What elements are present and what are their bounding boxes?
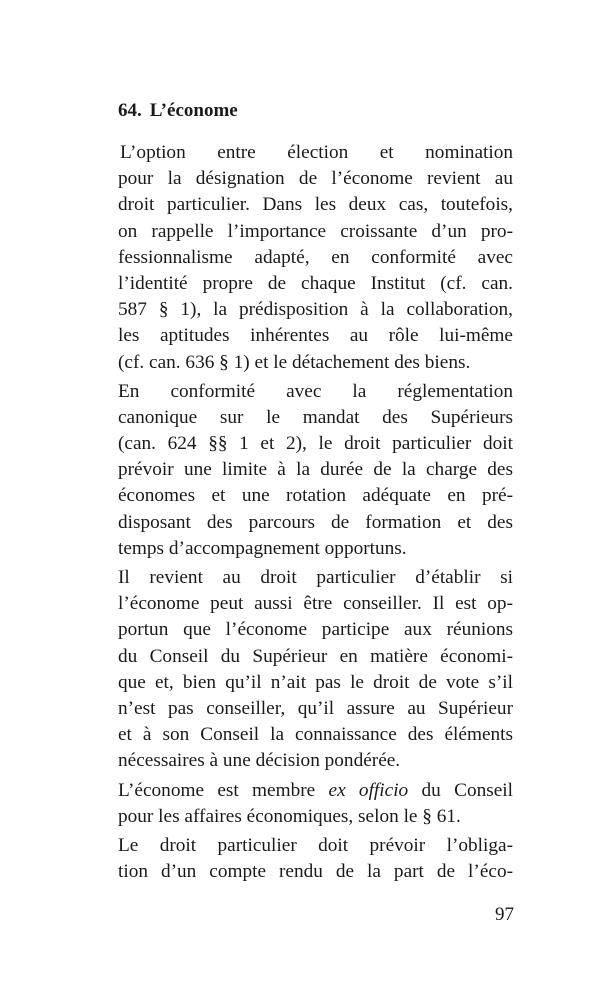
text-line: l’identité propre de chaque Institut (cf. can. [118,272,513,294]
text-line: L’option entre élection et nomination [120,142,513,163]
text-line: 587 § 1), la prédisposition à la collaboration, [118,299,513,321]
text-line: l’économe peut aussi être conseiller. Il est op- [118,593,513,615]
text-line: les aptitudes inhérentes au rôle lui-même [118,325,513,347]
text-line: canonique sur le mandat des Supérieurs [118,406,513,428]
text-line: nécessaires à une décision pondérée. [118,750,401,772]
paragraph-5 [118,833,513,885]
text-line: Il revient au droit particulier d’établir si [118,567,513,588]
section-number: 64. [118,100,142,121]
text-line: temps d’accompagnement opportuns. [118,537,407,559]
text-run: L’économe est membre [118,779,329,801]
text-line [118,778,513,804]
text-line: fessionnalisme adapté, en conformité avec [118,246,513,268]
text-line: portun que l’économe participe aux réunions [118,619,513,641]
text-line: on rappelle l’importance croissante d’un pro- [118,220,513,242]
text-line: et à son Conseil la connaissance des éléments [118,724,513,746]
text-line: En conformité avec la réglementation [118,380,513,402]
text-line: pour la désignation de l’économe revient au [118,168,513,190]
text-line: prévoir une limite à la durée de la charge des [118,459,513,481]
paragraph-3 [118,565,513,775]
text-line: (can. 624 §§ 1 et 2), le droit particulier doit [118,433,513,455]
section-heading [118,98,238,124]
text-run: du Conseil [408,779,513,801]
body-text [118,140,513,885]
text-line: économes et une rotation adéquate en pré- [118,485,513,507]
section-title: L’économe [149,100,238,121]
text-line: n’est pas conseiller, qu’il assure au Supérieur [118,697,513,719]
text-line: que et, bien qu’il n’ait pas le droit de vote s’il [118,671,513,693]
latin-term: ex officio [328,779,409,801]
paragraph-1 [118,140,513,376]
text-line: Le droit particulier doit prévoir l’obliga- [118,834,513,856]
text-line: du Conseil du Supérieur en matière économi- [118,645,513,667]
text-line: (cf. can. 636 § 1) et le détachement des biens. [118,351,471,373]
text-line: tion d’un compte rendu de la part de l’éco- [118,861,513,883]
page-number: 97 [495,904,514,925]
paragraph-2 [118,379,513,562]
paragraph-4 [118,778,513,830]
text-line: droit particulier. Dans les deux cas, toutefois, [118,194,513,216]
text-line: pour les affaires économiques, selon le § 61. [118,805,461,827]
text-line: disposant des parcours de formation et des [118,511,513,533]
